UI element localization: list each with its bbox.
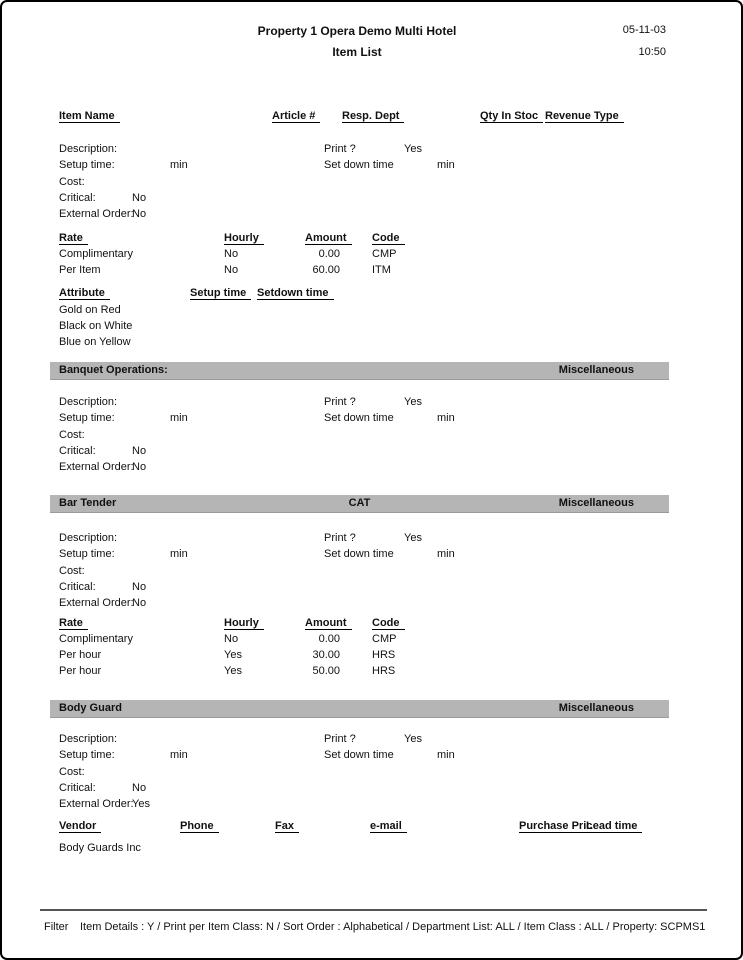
rate-row [2,633,741,647]
set-down-time-label: Set down time [324,749,394,761]
footer-row [2,921,741,935]
print-value: Yes [404,143,422,155]
detail-row [2,597,741,611]
detail-row [2,532,741,546]
rate-amount: 50.00 [312,665,340,677]
attribute-row [2,320,741,334]
setup-min-unit: min [170,548,188,560]
external-order-value: No [132,208,147,220]
attribute-col: Attribute [59,287,110,300]
print-value: Yes [404,733,422,745]
rate-name: Per hour [59,665,102,677]
description-label: Description: [59,143,118,155]
external-order-label: External Order: [59,208,134,220]
rate-row [2,649,741,663]
rate-code: HRS [372,649,396,661]
critical-value: No [132,581,147,593]
rate-header-row [2,232,741,246]
print-value: Yes [404,532,422,544]
description-label: Description: [59,396,118,408]
rate-col: Rate [59,617,88,630]
setup-min-unit: min [170,749,188,761]
attribute-row [2,304,741,318]
set-down-min-unit: min [437,159,455,171]
external-order-label: External Order: [59,798,134,810]
setup-min-unit: min [170,159,188,171]
item-header-bar [50,362,669,380]
rate-code: CMP [372,248,397,260]
fax-col: Fax [275,820,299,833]
rate-amount: 0.00 [318,248,340,260]
filter-label: Filter [44,921,69,933]
detail-row [2,445,741,459]
critical-label: Critical: [59,445,96,457]
col-article: Article # [272,110,320,123]
detail-row [2,733,741,747]
attribute-header-row [2,287,741,301]
attr-setdown-col: Setdown time [257,287,334,300]
amount-col: Amount [305,617,352,630]
rate-code: CMP [372,633,397,645]
rate-col: Rate [59,232,88,245]
code-col: Code [372,232,405,245]
setup-time-label: Setup time: [59,548,115,560]
rate-name: Complimentary [59,248,133,260]
rate-amount: 0.00 [318,633,340,645]
critical-label: Critical: [59,581,96,593]
footer-divider [40,909,707,911]
external-order-value: No [132,461,147,473]
detail-row [2,192,741,206]
rate-name: Per hour [59,649,102,661]
description-label: Description: [59,733,118,745]
column-header-row [2,110,741,124]
set-down-time-label: Set down time [324,412,394,424]
print-label: Print ? [324,396,356,408]
col-item-name: Item Name [59,110,120,123]
set-down-min-unit: min [437,412,455,424]
rate-row [2,248,741,262]
attribute-value: Black on White [59,320,133,332]
detail-row [2,429,741,443]
detail-row [2,766,741,780]
rate-code: HRS [372,665,396,677]
cost-label: Cost: [59,429,85,441]
amount-col: Amount [305,232,352,245]
attr-setup-col: Setup time [190,287,251,300]
item-header-bar [50,495,669,513]
rate-hourly: Yes [224,649,242,661]
item-name: Body Guard [59,702,122,714]
rate-name: Per Item [59,264,101,276]
critical-label: Critical: [59,782,96,794]
rate-amount: 30.00 [312,649,340,661]
report-date: 05-11-03 [622,24,666,36]
email-col: e-mail [370,820,407,833]
detail-row [2,565,741,579]
report-time: 10:50 [638,46,666,58]
detail-row [2,396,741,410]
phone-col: Phone [180,820,219,833]
attribute-row [2,336,741,350]
item-code: CAT [348,497,371,509]
item-revenue-type: Miscellaneous [558,702,634,714]
detail-row [2,782,741,796]
rate-row [2,264,741,278]
set-down-time-label: Set down time [324,548,394,560]
setup-min-unit: min [170,412,188,424]
rate-code: ITM [372,264,391,276]
print-label: Print ? [324,733,356,745]
vendor-name: Body Guards Inc [59,842,141,854]
vendor-col: Vendor [59,820,101,833]
print-label: Print ? [324,532,356,544]
detail-row [2,208,741,222]
external-order-label: External Order: [59,461,134,473]
item-revenue-type: Miscellaneous [558,497,634,509]
detail-row [2,176,741,190]
rate-header-row [2,617,741,631]
print-value: Yes [404,396,422,408]
detail-row [2,798,741,812]
detail-row [2,159,741,173]
attribute-value: Blue on Yellow [59,336,131,348]
rate-hourly: No [224,248,239,260]
code-col: Code [372,617,405,630]
detail-row [2,548,741,562]
report-subtitle: Item List [332,45,382,59]
item-name: Banquet Operations: [59,364,168,376]
detail-row [2,749,741,763]
cost-label: Cost: [59,176,85,188]
rate-hourly: No [224,264,239,276]
set-down-min-unit: min [437,548,455,560]
filter-text: Item Details : Y / Print per Item Class: N / Sort Order : Alphabetical / Department List: ALL / Item Class : ALL / Property: SCPMS1 [80,921,706,933]
print-label: Print ? [324,143,356,155]
item-name: Bar Tender [59,497,117,509]
set-down-min-unit: min [437,749,455,761]
vendor-header-row [2,820,741,834]
item-header-bar [50,700,669,718]
rate-name: Complimentary [59,633,133,645]
detail-row [2,143,741,157]
rate-hourly: No [224,633,239,645]
rate-row [2,665,741,679]
setup-time-label: Setup time: [59,749,115,761]
col-qty-in-stock: Qty In Stoc [480,110,543,123]
external-order-value: Yes [132,798,150,810]
col-resp-dept: Resp. Dept [342,110,404,123]
attribute-value: Gold on Red [59,304,121,316]
hourly-col: Hourly [224,232,264,245]
cost-label: Cost: [59,565,85,577]
hourly-col: Hourly [224,617,264,630]
critical-value: No [132,782,147,794]
detail-row [2,461,741,475]
setup-time-label: Setup time: [59,412,115,424]
external-order-label: External Order: [59,597,134,609]
col-revenue-type: Revenue Type [545,110,624,123]
detail-row [2,412,741,426]
set-down-time-label: Set down time [324,159,394,171]
cost-label: Cost: [59,766,85,778]
rate-hourly: Yes [224,665,242,677]
vendor-row [2,842,741,856]
description-label: Description: [59,532,118,544]
critical-value: No [132,445,147,457]
critical-value: No [132,192,147,204]
setup-time-label: Setup time: [59,159,115,171]
rate-amount: 60.00 [312,264,340,276]
item-revenue-type: Miscellaneous [558,364,634,376]
critical-label: Critical: [59,192,96,204]
purchase-price-col: Purchase Pric [519,820,597,833]
external-order-value: No [132,597,147,609]
report-title: Property 1 Opera Demo Multi Hotel [257,24,457,38]
lead-time-col: Lead time [586,820,642,833]
detail-row [2,581,741,595]
